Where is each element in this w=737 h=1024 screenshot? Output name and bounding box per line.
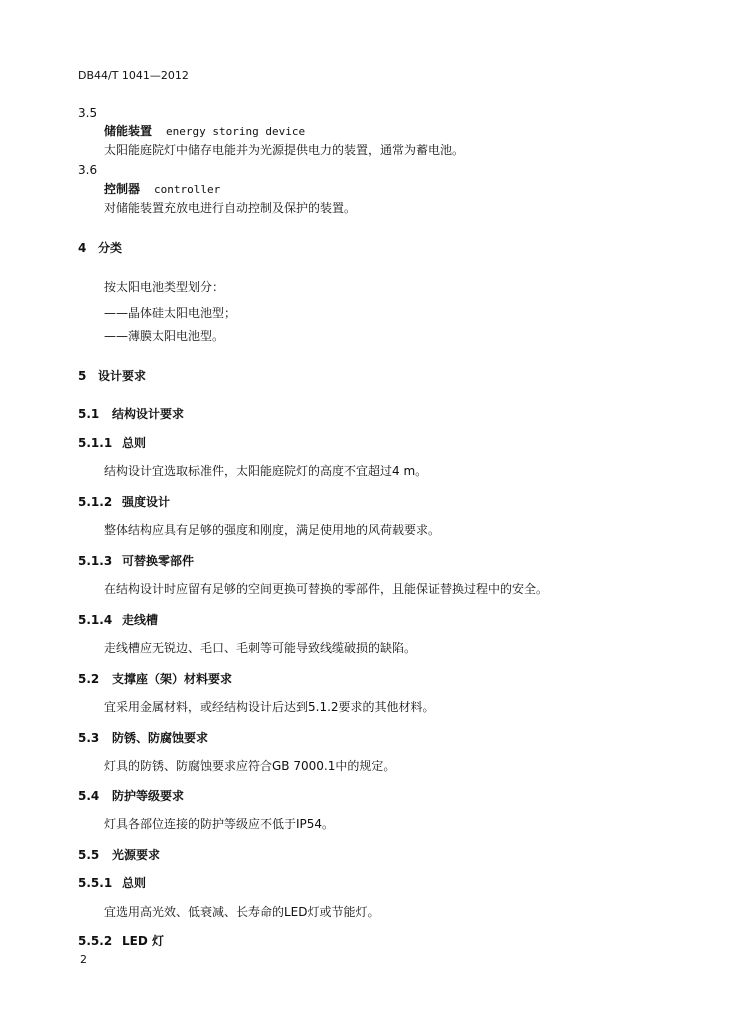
clause-text: 灯具各部位连接的防护等级应不低于IP54。 [104, 817, 335, 831]
clause-heading: 5.5 光源要求 [78, 848, 161, 862]
section-heading: 5 设计要求 [78, 369, 147, 383]
section-heading: 4 分类 [78, 241, 123, 255]
clause-heading: 5.5.2 LED 灯 [78, 934, 164, 948]
clause-heading: 5.1.3 可替换零部件 [78, 554, 195, 568]
term-heading [104, 183, 220, 195]
clause-heading: 5.4 防护等级要求 [78, 789, 185, 803]
term-definition: 太阳能庭院灯中储存电能并为光源提供电力的装置，通常为蓄电池。 [104, 143, 465, 157]
term-number: 3.5 [78, 106, 98, 120]
clause-text: 宜采用金属材料，或经结构设计后达到5.1.2要求的其他材料。 [104, 700, 435, 714]
term-heading [104, 125, 305, 137]
term-en: controller [154, 183, 221, 196]
clause-heading: 5.3 防锈、防腐蚀要求 [78, 731, 209, 745]
clause-text: 结构设计宜选取标准件，太阳能庭院灯的高度不宜超过4 m。 [104, 464, 428, 478]
clause-text: 宜选用高光效、低衰减、长寿命的LED灯或节能灯。 [104, 905, 380, 919]
clause-heading: 5.2 支撑座（架）材料要求 [78, 672, 233, 686]
term-cn: 控制器 [104, 182, 141, 196]
clause-heading: 5.1.2 强度设计 [78, 495, 171, 509]
clause-text: 走线槽应无锐边、毛口、毛刺等可能导致线缆破损的缺陷。 [104, 641, 417, 655]
clause-heading: 5.1.1 总则 [78, 436, 147, 450]
clause-text: 在结构设计时应留有足够的空间更换可替换的零部件，且能保证替换过程中的安全。 [104, 582, 549, 596]
term-en: energy storing device [166, 125, 306, 138]
term-cn: 储能装置 [104, 124, 153, 138]
clause-text: 灯具的防锈、防腐蚀要求应符合GB 7000.1中的规定。 [104, 759, 396, 773]
clause-heading: 5.1 结构设计要求 [78, 407, 185, 421]
clause-text: 整体结构应具有足够的强度和刚度，满足使用地的风荷载要求。 [104, 523, 441, 537]
list-item: ——薄膜太阳电池型。 [104, 329, 225, 343]
term-number: 3.6 [78, 163, 98, 177]
document-code: DB44/T 1041—2012 [78, 69, 189, 82]
term-definition: 对储能装置充放电进行自动控制及保护的装置。 [104, 201, 357, 215]
page-number: 2 [80, 953, 87, 966]
clause-heading: 5.5.1 总则 [78, 876, 147, 890]
list-item: ——晶体硅太阳电池型； [104, 306, 237, 320]
clause-heading: 5.1.4 走线槽 [78, 613, 159, 627]
paragraph: 按太阳电池类型划分： [104, 280, 225, 294]
